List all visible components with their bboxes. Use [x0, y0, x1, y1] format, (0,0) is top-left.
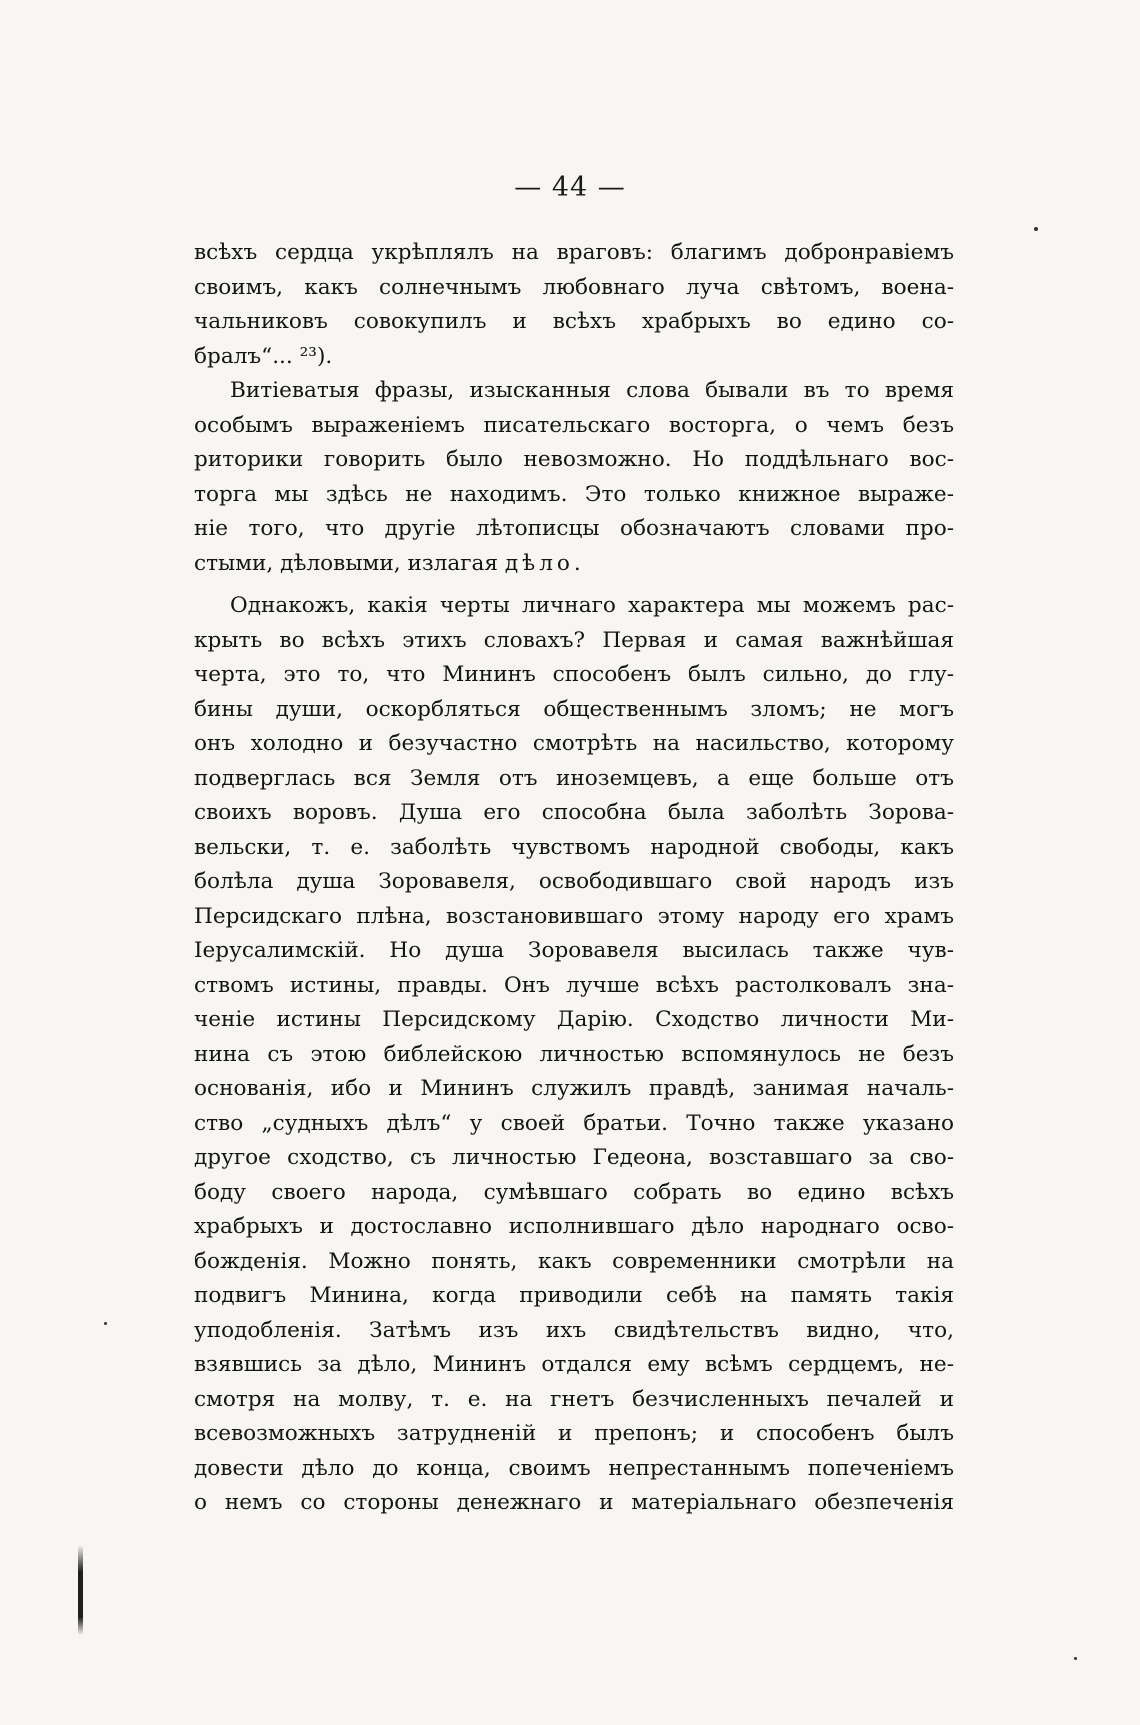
emphasized-word: дѣло [504, 550, 574, 576]
text-line: вельски, т. е. заболѣть чувствомъ народной свободы, какъ [194, 834, 954, 860]
text-line: уподобленія. Затѣмъ изъ ихъ свидѣтельствъ видно, что, [194, 1317, 954, 1343]
text-line: смотря на молву, т. е. на гнетъ безчисленныхъ печалей и [194, 1386, 954, 1412]
text-line: божденія. Можно понять, какъ современники смотрѣли на [194, 1248, 954, 1274]
text-line: онъ холодно и безучастно смотрѣть на насильство, которому [194, 731, 954, 756]
text-line: бины души, оскорбляться общественнымъ зломъ; не могъ [194, 696, 954, 722]
text-fragment: стыми, дѣловыми, излагая [194, 550, 505, 576]
text-line: риторики говорить было невозможно. Но поддѣльнаго вос- [194, 447, 954, 472]
scan-speck [1074, 1657, 1077, 1660]
text-line: боду своего народа, сумѣвшаго собрать во едино всѣхъ [194, 1179, 954, 1205]
text-line: торга мы здѣсь не находимъ. Это только книжное выраже- [194, 481, 954, 507]
text-line: всевозможныхъ затрудненій и препонъ; и способенъ былъ [194, 1421, 954, 1446]
scan-speck [1034, 227, 1038, 231]
text-line: Іерусалимскій. Но душа Зоровавеля высилась также чув- [194, 938, 954, 963]
text-line: довести дѣло до конца, своимъ непрестаннымъ попеченіемъ [194, 1455, 954, 1481]
scan-speck [104, 1322, 107, 1325]
text-line: Однакожъ, какія черты личнаго характера мы можемъ рас- [230, 593, 954, 618]
page-number: — 44 — [514, 172, 626, 203]
text-line: взявшись за дѣло, Mининъ отдался ему всѣмъ сердцемъ, не- [194, 1352, 954, 1377]
text-line: о немъ со стороны денежнаго и матеріальнаго обезпеченія [194, 1490, 954, 1515]
text-line: крыть во всѣхъ этихъ словахъ? Первая и самая важнѣйшая [194, 627, 954, 653]
text-line: болѣла душа Зоровавеля, освободившаго свой народъ изъ [194, 869, 954, 894]
text-line: Персидскаго плѣна, возстановившаго этому народу его храмъ [194, 903, 954, 929]
text-line: нина съ этою библейскою личностью вспомянулось не безъ [194, 1041, 954, 1067]
text-line: ствомъ истины, правды. Онъ лучше всѣхъ растолковалъ зна- [194, 972, 954, 998]
text-line: бралъ“... ²³). [194, 343, 333, 369]
text-line: храбрыхъ и достославно исполнившаго дѣло народнаго осво- [194, 1214, 954, 1239]
text-line: черта, это то, что Mининъ способенъ былъ сильно, до глу- [194, 662, 954, 687]
text-line: другое сходство, съ личностью Гедеона, возставшаго за сво- [194, 1145, 954, 1170]
text-line: Витіеватыя фразы, изысканныя слова бывали въ то время [230, 378, 954, 403]
text-line: подвигъ Минина, когда приводили себѣ на память такія [194, 1283, 954, 1308]
body-text [194, 236, 954, 1521]
text-line: чальниковъ совокупилъ и всѣхъ храбрыхъ во едино со- [194, 309, 954, 334]
text-line: своихъ воровъ. Душа его способна была заболѣть Зорова- [194, 800, 954, 825]
text-line: ство „судныхъ дѣлъ“ у своей братьи. Точно также указано [194, 1110, 954, 1136]
text-line: основанія, ибо и Mининъ служилъ правдѣ, занимая началь- [194, 1076, 954, 1101]
text-line: ніе того, что другіе лѣтописцы обозначаютъ словами про- [194, 516, 954, 541]
text-line: своимъ, какъ солнечнымъ любовнаго луча свѣтомъ, воена- [194, 274, 954, 300]
text-line: всѣхъ сердца укрѣплялъ на враговъ: благимъ добронравіемъ [194, 240, 954, 265]
scan-edge-mark [78, 1545, 83, 1635]
text-fragment: . [573, 550, 581, 576]
text-line: подверглась вся Земля отъ иноземцевъ, а еще больше отъ [194, 765, 954, 791]
text-line: особымъ выраженіемъ писательскаго восторга, о чемъ безъ [194, 412, 954, 438]
text-line: ченіе истины Персидскому Дарію. Сходство личности Ми- [194, 1007, 954, 1032]
text-line-composite [194, 547, 954, 582]
